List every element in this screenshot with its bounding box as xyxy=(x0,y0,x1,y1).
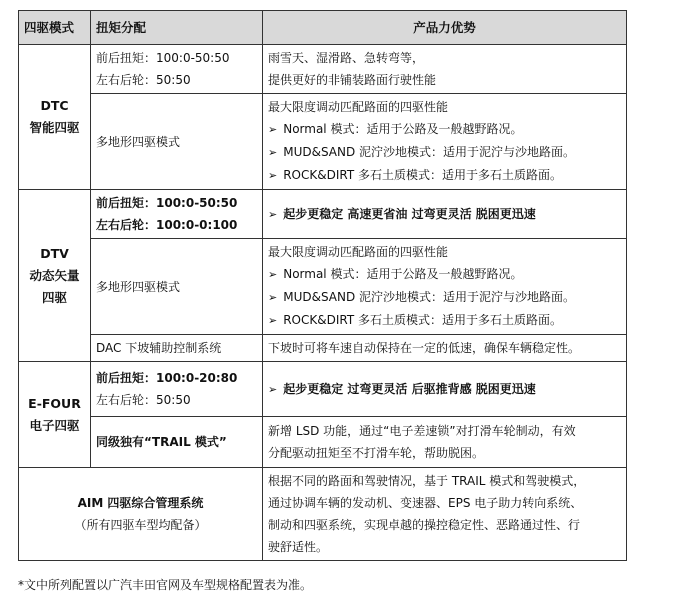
advantage-text: 根据不同的路面和驾驶情况，基于 TRAIL 模式和驾驶模式， xyxy=(268,474,586,488)
mode-cell-dtc xyxy=(19,45,91,190)
mode-subname: 智能四驱 xyxy=(29,120,80,135)
drivetrain-spec-table xyxy=(18,10,627,561)
mode-name: E-FOUR xyxy=(28,395,81,411)
advantage-highlight: ➢ 起步更稳定 过弯更灵活 后驱推背感 脱困更迅速 xyxy=(268,378,621,401)
advantage-text: 新增 LSD 功能，通过“电子差速锁”对打滑车轮制动，有效 xyxy=(268,424,576,438)
advantage-cell xyxy=(263,468,627,561)
advantage-text: 驶舒适性。 xyxy=(268,540,329,554)
mode-subname: 电子四驱 xyxy=(29,417,80,433)
bullet-item: ➢ MUD&SAND 泥泞沙地模式：适用于泥泞与沙地路面。 xyxy=(268,141,621,164)
table-row-dtv-1 xyxy=(19,190,627,239)
mode-subname: 动态矢量 xyxy=(29,267,80,283)
distribution-cell: 同级独有“TRAIL 模式” xyxy=(91,417,263,468)
bullet-item: ➢ ROCK&DIRT 多石土质模式：适用于多石土质路面。 xyxy=(268,164,621,187)
advantage-text: 雨雪天、湿滑路、急转弯等， xyxy=(268,51,425,65)
advantage-cell xyxy=(263,362,627,417)
advantage-intro: 最大限度调动匹配路面的四驱性能 xyxy=(268,100,449,114)
torque-front-rear: 前后扭矩：100:0-50:50 xyxy=(96,51,230,65)
advantage-cell xyxy=(263,94,627,190)
distribution-cell: 多地形四驱模式 xyxy=(91,239,263,335)
advantage-cell xyxy=(263,45,627,94)
distribution-cell xyxy=(91,190,263,239)
advantage-text: 通过协调车辆的发动机、变速器、EPS 电子助力转向系统、 xyxy=(268,496,583,510)
header-distribution: 扭矩分配 xyxy=(91,11,263,45)
advantage-cell xyxy=(263,417,627,468)
table-row-dtc-2 xyxy=(19,94,627,190)
distribution-cell: 多地形四驱模式 xyxy=(91,94,263,190)
advantage-text: 制动和四驱系统，实现卓越的操控稳定性、恶路通过性、行 xyxy=(268,518,581,532)
table-row-efour-2 xyxy=(19,417,627,468)
header-mode: 四驱模式 xyxy=(19,11,91,45)
table-row-dtv-3 xyxy=(19,335,627,362)
footnote: *文中所列配置以广汽丰田官网及车型规格配置表为准。 xyxy=(18,578,313,592)
advantage-cell: 下坡时可将车速自动保持在一定的低速，确保车辆稳定性。 xyxy=(263,335,627,362)
table-row-dtv-2 xyxy=(19,239,627,335)
advantage-cell xyxy=(263,190,627,239)
mode-name: DTC xyxy=(40,98,69,113)
table-row-efour-1 xyxy=(19,362,627,417)
header-advantage: 产品力优势 xyxy=(263,11,627,45)
torque-left-right: 左右后轮：50:50 xyxy=(96,393,191,407)
torque-left-right: 左右后轮：100:0-0:100 xyxy=(96,218,238,232)
aim-subtitle: （所有四驱车型均配备） xyxy=(74,518,207,532)
distribution-cell xyxy=(91,45,263,94)
torque-left-right: 左右后轮：50:50 xyxy=(96,73,191,87)
distribution-cell: DAC 下坡辅助控制系统 xyxy=(91,335,263,362)
table-header-row xyxy=(19,11,627,45)
bullet-item: ➢ MUD&SAND 泥泞沙地模式：适用于泥泞与沙地路面。 xyxy=(268,286,621,309)
aim-title: AIM 四驱综合管理系统 xyxy=(77,496,204,510)
bullet-item: ➢ ROCK&DIRT 多石土质模式：适用于多石土质路面。 xyxy=(268,309,621,332)
advantage-cell xyxy=(263,239,627,335)
mode-name: DTV xyxy=(40,245,69,261)
table-row-dtc-1 xyxy=(19,45,627,94)
table-row-aim xyxy=(19,468,627,561)
advantage-intro: 最大限度调动匹配路面的四驱性能 xyxy=(268,245,449,259)
advantage-text: 提供更好的非铺装路面行驶性能 xyxy=(268,73,437,87)
mode-cell-dtv xyxy=(19,190,91,362)
torque-front-rear: 前后扭矩：100:0-50:50 xyxy=(96,196,238,210)
distribution-cell xyxy=(91,362,263,417)
advantage-highlight: ➢ 起步更稳定 高速更省油 过弯更灵活 脱困更迅速 xyxy=(268,203,621,226)
torque-front-rear: 前后扭矩：100:0-20:80 xyxy=(96,371,238,385)
bullet-item: ➢ Normal 模式：适用于公路及一般越野路况。 xyxy=(268,263,621,286)
mode-subname: 四驱 xyxy=(41,289,67,305)
advantage-text: 分配驱动扭矩至不打滑车轮，帮助脱困。 xyxy=(268,446,485,460)
bullet-item: ➢ Normal 模式：适用于公路及一般越野路况。 xyxy=(268,118,621,141)
mode-cell-efour xyxy=(19,362,91,468)
aim-cell xyxy=(19,468,263,561)
